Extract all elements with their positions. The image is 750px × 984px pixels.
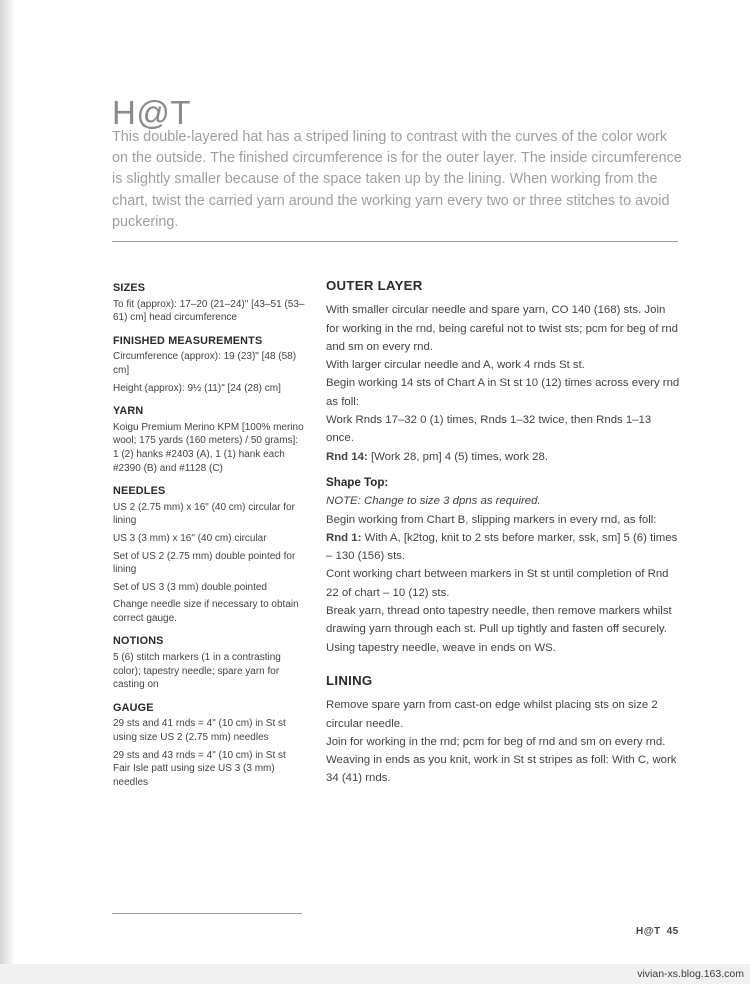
gauge-heading: GAUGE bbox=[113, 701, 154, 714]
instruction-line: Begin working from Chart B, slipping markers in every rnd, as foll: bbox=[326, 513, 657, 526]
page-title: H@T bbox=[112, 94, 191, 132]
needles-section bbox=[113, 485, 305, 625]
finished-section bbox=[113, 335, 305, 395]
rnd14-instruction bbox=[326, 448, 680, 466]
footer-title: H@T bbox=[636, 926, 661, 937]
section-gap bbox=[326, 657, 680, 672]
rnd14-label: Rnd 14: bbox=[326, 450, 368, 463]
page-spine-shadow bbox=[0, 0, 14, 984]
watermark-text: vivian-xs.blog.163.com bbox=[637, 968, 744, 980]
instructions-column bbox=[326, 277, 680, 788]
needle-line: US 2 (2.75 mm) x 16" (40 cm) circular for lining bbox=[113, 501, 295, 527]
notions-heading: NOTIONS bbox=[113, 635, 164, 648]
needle-line: US 3 (3 mm) x 16" (40 cm) circular bbox=[113, 532, 267, 544]
rnd1-text: With A, [k2tog, knit to 2 sts before marker, ssk, sm] 5 (6) times – 130 (156) sts. bbox=[326, 531, 678, 563]
gauge-section bbox=[113, 702, 305, 790]
rnd14-text: [Work 28, pm] 4 (5) times, work 28. bbox=[370, 450, 548, 463]
yarn-text: Koigu Premium Merino KPM [100% merino wool; 175 yards (160 meters) / 50 grams]: 1 (2) hanks #2403 (A), 1 (1) hank each #2390 (B) and #1128 (C) bbox=[113, 421, 304, 474]
finished-circumference: Circumference (approx): 19 (23)" [48 (58) cm] bbox=[113, 351, 297, 376]
shape-note: NOTE: Change to size 3 dpns as required. bbox=[326, 495, 541, 508]
bottom-divider bbox=[112, 913, 302, 914]
needle-line: Set of US 3 (3 mm) double pointed bbox=[113, 581, 267, 593]
yarn-section bbox=[113, 405, 305, 475]
sizes-heading: SIZES bbox=[113, 282, 146, 294]
instruction-line: Begin working 14 sts of Chart A in St st 10 (12) times across every rnd as foll: bbox=[326, 377, 680, 408]
finished-height: Height (approx): 9½ (11)" [24 (28) cm] bbox=[113, 382, 281, 394]
instruction-line: Remove spare yarn from cast-on edge whilst placing sts on size 2 circular needle. bbox=[326, 699, 658, 730]
needle-line: Change needle size if necessary to obtain correct gauge. bbox=[113, 599, 299, 624]
instruction-line: Break yarn, thread onto tapestry needle, then remove markers whilst drawing yarn through each st. Pull up tightly and fasten off securely. bbox=[326, 605, 672, 636]
finished-heading: FINISHED MEASUREMENTS bbox=[113, 334, 263, 347]
yarn-heading: YARN bbox=[113, 405, 144, 418]
notions-text: 5 (6) stitch markers (1 in a contrasting color); tapestry needle; spare yarn for casting on bbox=[113, 652, 281, 691]
intro-paragraph: This double-layered hat has a striped lining to contrast with the curves of the color work on the outside. The finished circumference is for the outer layer. The inside circumference is slightly smaller because of the space taken up by the lining. When working from the chart, twist the carried yarn around the working yarn every two or three stitches to avoid puckering. bbox=[112, 129, 682, 230]
instruction-line: Cont working chart between markers in St st until completion of Rnd 22 of chart – 10 (12) sts. bbox=[326, 568, 669, 599]
instruction-line: Weaving in ends as you knit, work in St st stripes as foll: With C, work 34 (41) rnds. bbox=[326, 754, 677, 785]
instruction-line: Join for working in the rnd; pcm for beg of rnd and sm on every rnd. bbox=[326, 735, 666, 748]
top-divider bbox=[112, 241, 678, 242]
sizes-text: To fit (approx): 17–20 (21–24)" [43–51 (53–61) cm] head circumference bbox=[113, 298, 305, 324]
sizes-section bbox=[113, 282, 305, 325]
rnd1-label: Rnd 1: bbox=[326, 531, 362, 544]
rnd1-instruction bbox=[326, 529, 680, 566]
needle-line: Set of US 2 (2.75 mm) double pointed for lining bbox=[113, 550, 296, 576]
outer-layer-heading: OUTER LAYER bbox=[326, 278, 423, 293]
instruction-line: With smaller circular needle and spare yarn, CO 140 (168) sts. Join for working in the rnd, being careful not to twist sts; pcm for beg of rnd and sm on every rnd. bbox=[326, 304, 679, 353]
notions-section bbox=[113, 635, 305, 691]
gauge-line: 29 sts and 41 rnds = 4" (10 cm) in St st using size US 2 (2.75 mm) needles bbox=[113, 718, 286, 744]
instruction-line: With larger circular needle and A, work 4 rnds St st. bbox=[326, 359, 585, 372]
page-number: 45 bbox=[666, 926, 679, 937]
shape-top-heading: Shape Top: bbox=[326, 475, 389, 489]
instruction-line: Work Rnds 17–32 0 (1) times, Rnds 1–32 twice, then Rnds 1–13 once. bbox=[326, 414, 652, 445]
needles-heading: NEEDLES bbox=[113, 485, 166, 498]
running-footer bbox=[636, 926, 679, 937]
instruction-line: Using tapestry needle, weave in ends on WS. bbox=[326, 641, 556, 654]
materials-column bbox=[113, 282, 305, 799]
gauge-line: 29 sts and 43 rnds = 4" (10 cm) in St st Fair Isle patt using size US 3 (3 mm) needles bbox=[113, 749, 286, 788]
lining-heading: LINING bbox=[326, 672, 373, 688]
